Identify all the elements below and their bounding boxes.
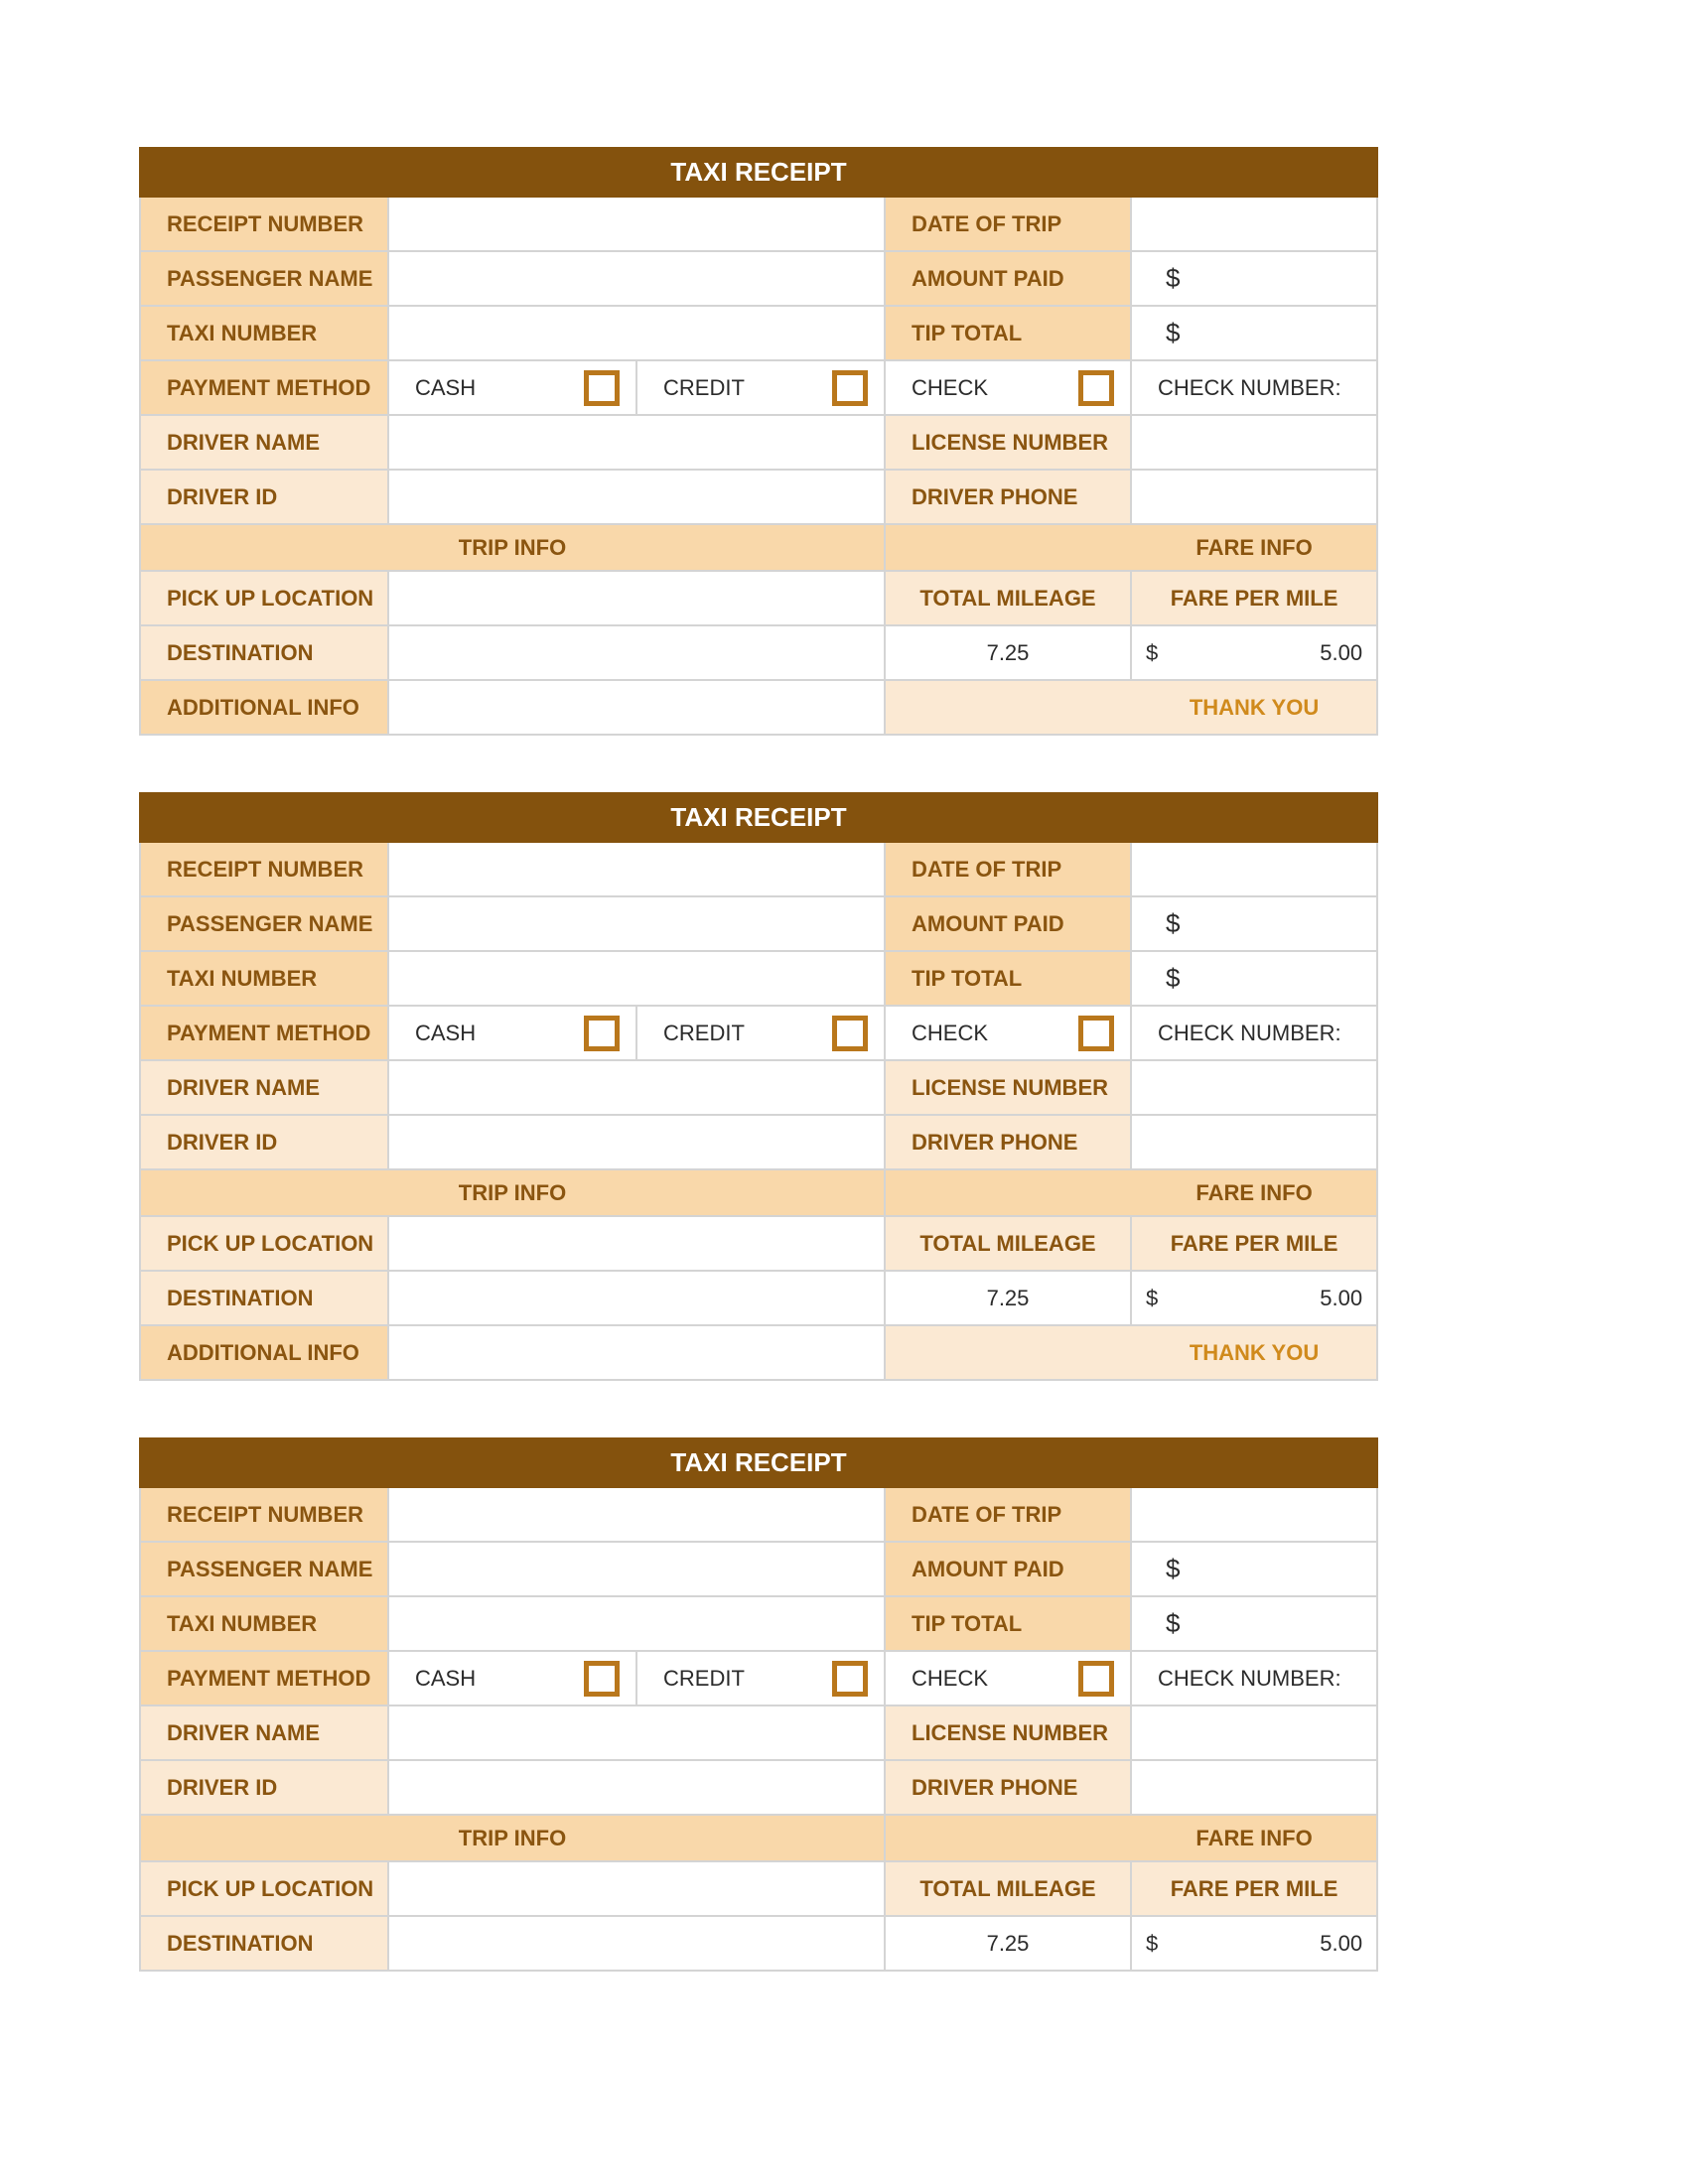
credit-checkbox[interactable]	[832, 370, 868, 406]
receipt-title: TAXI RECEIPT	[140, 148, 1377, 197]
destination-field[interactable]	[388, 625, 885, 680]
payment-option-credit	[636, 360, 885, 415]
payment-method-label: PAYMENT METHOD	[140, 1651, 388, 1706]
thank-you-text: THANK YOU	[1131, 680, 1377, 735]
check-checkbox[interactable]	[1078, 1016, 1114, 1051]
fare-per-mile-label: FARE PER MILE	[1131, 1861, 1377, 1916]
pick-up-location-label: PICK UP LOCATION	[140, 1216, 388, 1271]
check-number-label: CHECK NUMBER:	[1158, 1020, 1341, 1045]
cash-checkbox[interactable]	[584, 370, 620, 406]
receipt-title: TAXI RECEIPT	[140, 1438, 1377, 1487]
tip-total-label: TIP TOTAL	[885, 306, 1131, 360]
receipt-number-field[interactable]	[388, 197, 885, 251]
taxi-number-label: TAXI NUMBER	[140, 951, 388, 1006]
pick-up-location-label: PICK UP LOCATION	[140, 1861, 388, 1916]
taxi-receipt-3	[139, 1437, 1378, 1972]
driver-phone-label: DRIVER PHONE	[885, 1760, 1131, 1815]
trip-info-header: TRIP INFO	[140, 1169, 885, 1216]
payment-option-credit	[636, 1006, 885, 1060]
fare-info-header-spacer	[885, 524, 1131, 571]
taxi-receipt-2	[139, 792, 1378, 1381]
total-mileage-value[interactable]: 7.25	[885, 1916, 1131, 1971]
date-of-trip-field[interactable]	[1131, 197, 1377, 251]
license-number-label: LICENSE NUMBER	[885, 1706, 1131, 1760]
fare-currency: $	[1146, 1930, 1159, 1956]
amount-paid-label: AMOUNT PAID	[885, 896, 1131, 951]
thank-you-text: THANK YOU	[1131, 1325, 1377, 1380]
destination-field[interactable]	[388, 1916, 885, 1971]
check-number-field[interactable]	[1131, 1006, 1377, 1060]
additional-info-field[interactable]	[388, 1325, 885, 1380]
taxi-receipt-1	[139, 147, 1378, 736]
taxi-number-field[interactable]	[388, 1596, 885, 1651]
cash-label: CASH	[415, 374, 477, 400]
fare-info-header: FARE INFO	[1131, 1169, 1377, 1216]
destination-label: DESTINATION	[140, 1916, 388, 1971]
fare-info-header-spacer	[885, 1169, 1131, 1216]
trip-info-header: TRIP INFO	[140, 1815, 885, 1861]
receipt-number-field[interactable]	[388, 1487, 885, 1542]
driver-phone-label: DRIVER PHONE	[885, 470, 1131, 524]
fare-info-header: FARE INFO	[1131, 524, 1377, 571]
driver-phone-field[interactable]	[1131, 1760, 1377, 1815]
driver-id-field[interactable]	[388, 1760, 885, 1815]
total-mileage-label: TOTAL MILEAGE	[885, 571, 1131, 625]
driver-name-label: DRIVER NAME	[140, 1706, 388, 1760]
license-number-label: LICENSE NUMBER	[885, 1060, 1131, 1115]
license-number-field[interactable]	[1131, 1706, 1377, 1760]
payment-option-cash	[388, 1006, 636, 1060]
fare-per-mile-label: FARE PER MILE	[1131, 571, 1377, 625]
additional-info-label: ADDITIONAL INFO	[140, 680, 388, 735]
credit-checkbox[interactable]	[832, 1661, 868, 1697]
fare-amount: 5.00	[1320, 1285, 1363, 1310]
check-label: CHECK	[912, 1020, 989, 1045]
date-of-trip-field[interactable]	[1131, 842, 1377, 896]
driver-id-label: DRIVER ID	[140, 1115, 388, 1169]
license-number-field[interactable]	[1131, 1060, 1377, 1115]
fare-currency: $	[1146, 1285, 1159, 1310]
credit-checkbox[interactable]	[832, 1016, 868, 1051]
fare-amount: 5.00	[1320, 639, 1363, 665]
driver-id-label: DRIVER ID	[140, 470, 388, 524]
receipt-number-label: RECEIPT NUMBER	[140, 197, 388, 251]
passenger-name-field[interactable]	[388, 1542, 885, 1596]
date-of-trip-field[interactable]	[1131, 1487, 1377, 1542]
receipt-number-label: RECEIPT NUMBER	[140, 1487, 388, 1542]
additional-info-field[interactable]	[388, 680, 885, 735]
passenger-name-field[interactable]	[388, 896, 885, 951]
passenger-name-field[interactable]	[388, 251, 885, 306]
total-mileage-value[interactable]: 7.25	[885, 625, 1131, 680]
driver-name-label: DRIVER NAME	[140, 1060, 388, 1115]
thank-you-spacer	[885, 1325, 1131, 1380]
credit-label: CREDIT	[663, 1020, 745, 1045]
check-number-field[interactable]	[1131, 360, 1377, 415]
passenger-name-label: PASSENGER NAME	[140, 896, 388, 951]
pick-up-location-field[interactable]	[388, 571, 885, 625]
driver-id-field[interactable]	[388, 470, 885, 524]
credit-label: CREDIT	[663, 1665, 745, 1691]
tip-total-field[interactable]: $	[1131, 951, 1377, 1006]
tip-total-field[interactable]: $	[1131, 1596, 1377, 1651]
receipt-number-field[interactable]	[388, 842, 885, 896]
pick-up-location-label: PICK UP LOCATION	[140, 571, 388, 625]
trip-info-header: TRIP INFO	[140, 524, 885, 571]
amount-paid-label: AMOUNT PAID	[885, 1542, 1131, 1596]
payment-method-label: PAYMENT METHOD	[140, 1006, 388, 1060]
destination-label: DESTINATION	[140, 625, 388, 680]
payment-option-check	[885, 1006, 1131, 1060]
fare-amount: 5.00	[1320, 1930, 1363, 1956]
cash-checkbox[interactable]	[584, 1661, 620, 1697]
payment-option-check	[885, 1651, 1131, 1706]
total-mileage-label: TOTAL MILEAGE	[885, 1861, 1131, 1916]
check-label: CHECK	[912, 374, 989, 400]
payment-method-label: PAYMENT METHOD	[140, 360, 388, 415]
thank-you-spacer	[885, 680, 1131, 735]
date-of-trip-label: DATE OF TRIP	[885, 1487, 1131, 1542]
driver-id-label: DRIVER ID	[140, 1760, 388, 1815]
payment-option-credit	[636, 1651, 885, 1706]
check-label: CHECK	[912, 1665, 989, 1691]
driver-name-field[interactable]	[388, 1060, 885, 1115]
driver-phone-label: DRIVER PHONE	[885, 1115, 1131, 1169]
payment-option-cash	[388, 1651, 636, 1706]
fare-info-header-spacer	[885, 1815, 1131, 1861]
passenger-name-label: PASSENGER NAME	[140, 1542, 388, 1596]
fare-per-mile-label: FARE PER MILE	[1131, 1216, 1377, 1271]
date-of-trip-label: DATE OF TRIP	[885, 197, 1131, 251]
taxi-number-label: TAXI NUMBER	[140, 306, 388, 360]
pick-up-location-field[interactable]	[388, 1861, 885, 1916]
license-number-field[interactable]	[1131, 415, 1377, 470]
driver-id-field[interactable]	[388, 1115, 885, 1169]
fare-currency: $	[1146, 639, 1159, 665]
tip-total-field[interactable]: $	[1131, 306, 1377, 360]
total-mileage-label: TOTAL MILEAGE	[885, 1216, 1131, 1271]
fare-per-mile-value[interactable]	[1131, 1271, 1377, 1325]
check-checkbox[interactable]	[1078, 370, 1114, 406]
fare-info-header: FARE INFO	[1131, 1815, 1377, 1861]
driver-name-label: DRIVER NAME	[140, 415, 388, 470]
amount-paid-field[interactable]: $	[1131, 1542, 1377, 1596]
driver-phone-field[interactable]	[1131, 470, 1377, 524]
pick-up-location-field[interactable]	[388, 1216, 885, 1271]
driver-name-field[interactable]	[388, 415, 885, 470]
date-of-trip-label: DATE OF TRIP	[885, 842, 1131, 896]
destination-field[interactable]	[388, 1271, 885, 1325]
fare-per-mile-value[interactable]	[1131, 625, 1377, 680]
taxi-number-label: TAXI NUMBER	[140, 1596, 388, 1651]
cash-checkbox[interactable]	[584, 1016, 620, 1051]
check-number-field[interactable]	[1131, 1651, 1377, 1706]
cash-label: CASH	[415, 1665, 477, 1691]
driver-phone-field[interactable]	[1131, 1115, 1377, 1169]
receipt-number-label: RECEIPT NUMBER	[140, 842, 388, 896]
taxi-number-field[interactable]	[388, 306, 885, 360]
driver-name-field[interactable]	[388, 1706, 885, 1760]
taxi-number-field[interactable]	[388, 951, 885, 1006]
amount-paid-field[interactable]: $	[1131, 251, 1377, 306]
additional-info-label: ADDITIONAL INFO	[140, 1325, 388, 1380]
tip-total-label: TIP TOTAL	[885, 1596, 1131, 1651]
check-checkbox[interactable]	[1078, 1661, 1114, 1697]
fare-per-mile-value[interactable]	[1131, 1916, 1377, 1971]
passenger-name-label: PASSENGER NAME	[140, 251, 388, 306]
cash-label: CASH	[415, 1020, 477, 1045]
payment-option-check	[885, 360, 1131, 415]
license-number-label: LICENSE NUMBER	[885, 415, 1131, 470]
credit-label: CREDIT	[663, 374, 745, 400]
check-number-label: CHECK NUMBER:	[1158, 1665, 1341, 1691]
check-number-label: CHECK NUMBER:	[1158, 374, 1341, 400]
total-mileage-value[interactable]: 7.25	[885, 1271, 1131, 1325]
receipt-title: TAXI RECEIPT	[140, 793, 1377, 842]
tip-total-label: TIP TOTAL	[885, 951, 1131, 1006]
payment-option-cash	[388, 360, 636, 415]
destination-label: DESTINATION	[140, 1271, 388, 1325]
amount-paid-field[interactable]: $	[1131, 896, 1377, 951]
amount-paid-label: AMOUNT PAID	[885, 251, 1131, 306]
